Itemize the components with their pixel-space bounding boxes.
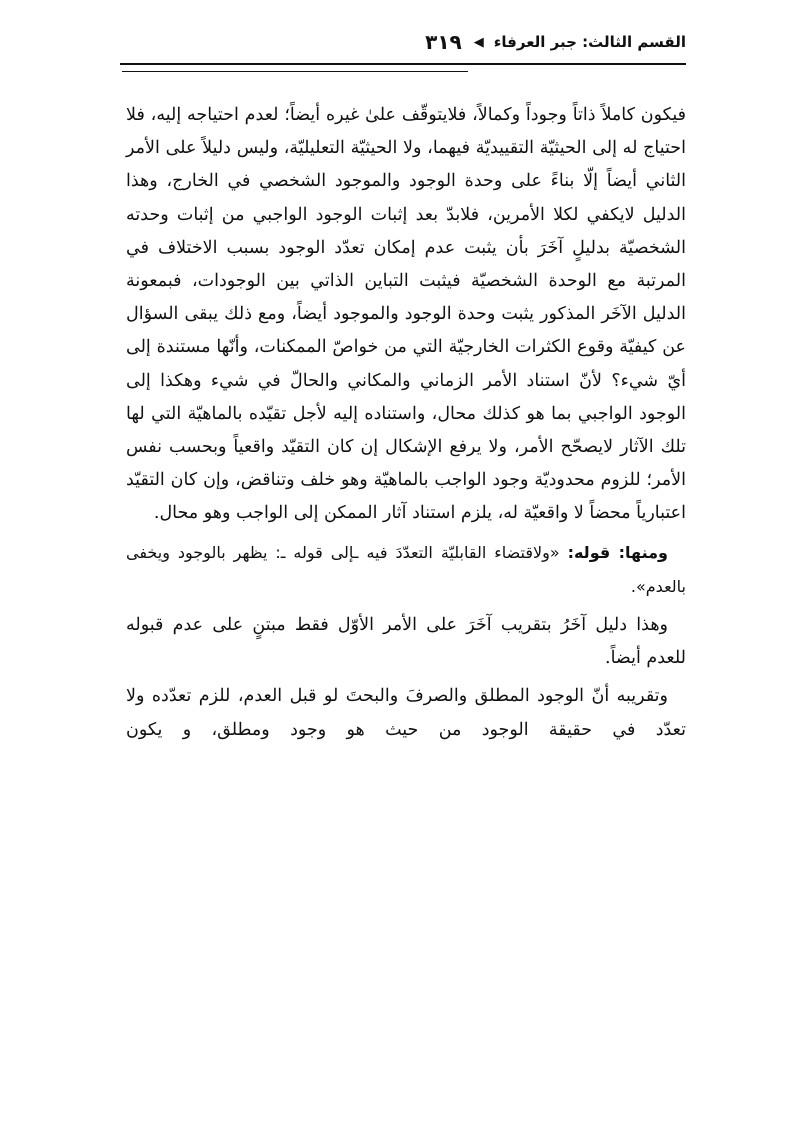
header-rule-thick	[120, 63, 686, 65]
quoted-text: «ولاقتضاء القابليّة التعدّدَ فيه ـإلى قوله ـ: يظهر بالوجود ويخفى بالعدم».	[126, 542, 686, 596]
paragraph-main-argument: فيكون كاملاً ذاتاً وجوداً وكمالاً، فلايتوقّف علىٰ غيره أيضاً؛ لعدم احتياجه إليه، فلا احتياج له إلى الحيثيّة التقييديّة فيهما، ولا الحيثيّة التعليليّة، وليس دليلاً على الأمر الثاني أيضاً إلّا بناءً على وحدة الوجود والموجود الشخصي في الخارج، وهذا الدليل لايكفي لكلا الأمرين، فلابدّ بعد إثبات الوجود الواجبي من إثبات وحدته الشخصيّة بدليلٍ آخَرَ بأن يثبت عدم إمكان تعدّد الوجود بسبب الاختلاف في المرتبة مع الوحدة الشخصيّة فيثبت التباين الذاتي بين الوجودات، فبمعونة الدليل الآخَر المذكور يثبت وحدة الوجود والموجود أيضاً، ومع ذلك يبقى السؤال عن كيفيّة وقوع الكثرات الخارجيّة التي من خواصّ الممكنات، وأنّها مستندة إلى أيّ شيء؟ لأنّ استناد الأمر الزماني والمكاني والحالّ في شيء وهكذا إلى الوجود الواجبي بما هو كذلك محال، واستناده إليه لأجل تقيّده بالماهيّة التي لها تلك الآثار لايصحّح الأمر، ولا يرفع الإشكال إن كان التقيّد واقعياً وبحسب نفس الأمر؛ للزوم محدوديّة وجود الواجب بالماهيّة وهو خلف وتناقض، وإن كان التقيّد اعتبارياً محضاً لا واقعيّة له، يلزم استناد آثار الممكن إلى الواجب وهو محال.	[126, 105, 686, 524]
left-triangle-icon: ◀	[473, 34, 484, 50]
paragraph-quotation	[126, 536, 686, 604]
paragraph-explanation: وتقريبه أنّ الوجود المطلق والصرفَ والبحتَ لو قبل العدم، للزم تعدّده ولا تعدّد في حقيقة الوجود من حيث هو وجود ومطلق، و يكون	[126, 686, 686, 740]
page-number: ٣١٩	[425, 30, 462, 54]
header-rule-thin	[122, 71, 468, 72]
paragraph-second-proof: وهذا دليل آخَرُ بتقريب آخَرَ على الأمر الأوّل فقط مبتنٍ على عدم قبوله للعدم أيضاً.	[126, 615, 686, 669]
paragraph-lead: ومنها: قوله:	[567, 542, 668, 562]
running-header	[120, 22, 686, 62]
body-text	[126, 99, 686, 747]
section-title: القسم الثالث: جبر العرفاء	[493, 33, 686, 51]
